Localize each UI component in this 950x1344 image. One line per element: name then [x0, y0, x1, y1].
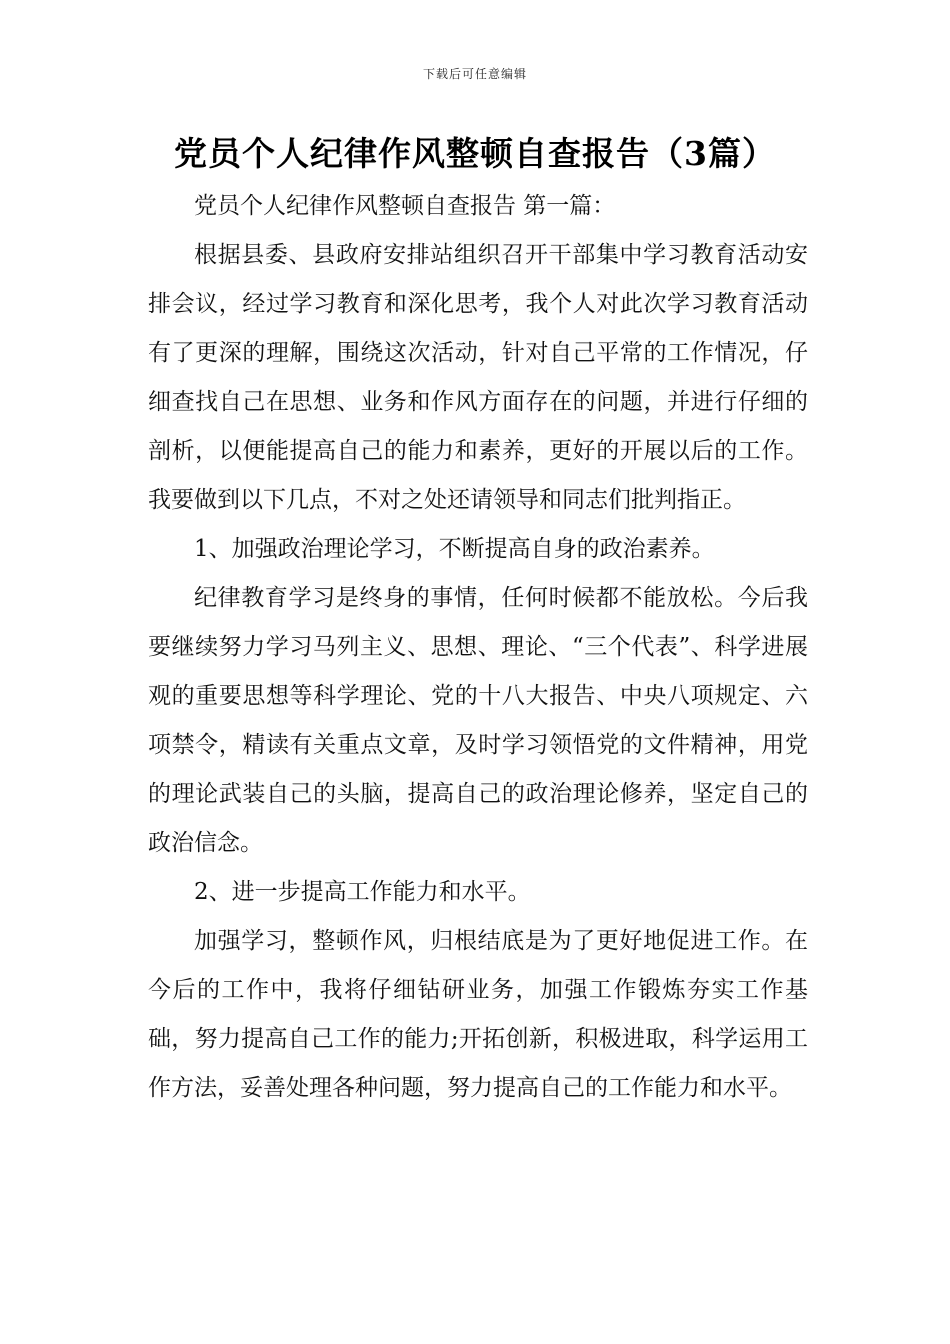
point-two-paragraph: 加强学习，整顿作风，归根结底是为了更好地促进工作。在今后的工作中，我将仔细钻研业务，加强工作锻炼夯实工作基础，努力提高自己工作的能力;开拓创新，积极进取，科学运用工作方法，妥善处理各种问题，努力提高自己的工作能力和水平。 [148, 928, 808, 1101]
point-two-heading: 2、进一步提高工作能力和水平。 [194, 879, 531, 905]
section-heading-part-one: 党员个人纪律作风整顿自查报告 第一篇： [194, 193, 616, 219]
document-body [148, 182, 808, 1113]
point-one-heading: 1、加强政治理论学习，不断提高自身的政治素养。 [194, 536, 715, 562]
point-one-paragraph: 纪律教育学习是终身的事情，任何时候都不能放松。今后我要继续努力学习马列主义、思想、理论、“三个代表”、科学进展观的重要思想等科学理论、党的十八大报告、中央八项规定、六项禁令，精读有关重点文章，及时学习领悟党的文件精神，用党的理论武装自己的头脑，提高自己的政治理论修养，坚定自己的政治信念。 [148, 585, 808, 856]
intro-paragraph: 根据县委、县政府安排站组织召开干部集中学习教育活动安排会议，经过学习教育和深化思考，我个人对此次学习教育活动有了更深的理解，围绕这次活动，针对自己平常的工作情况，仔细查找自己在思想、业务和作风方面存在的问题，并进行仔细的剖析，以便能提高自己的能力和素养，更好的开展以后的工作。我要做到以下几点，不对之处还请领导和同志们批判指正。 [148, 242, 808, 513]
header-note: 下载后可任意编辑 [422, 67, 527, 81]
document-title: 党员个人纪律作风整顿自查报告（3篇） [174, 134, 776, 173]
